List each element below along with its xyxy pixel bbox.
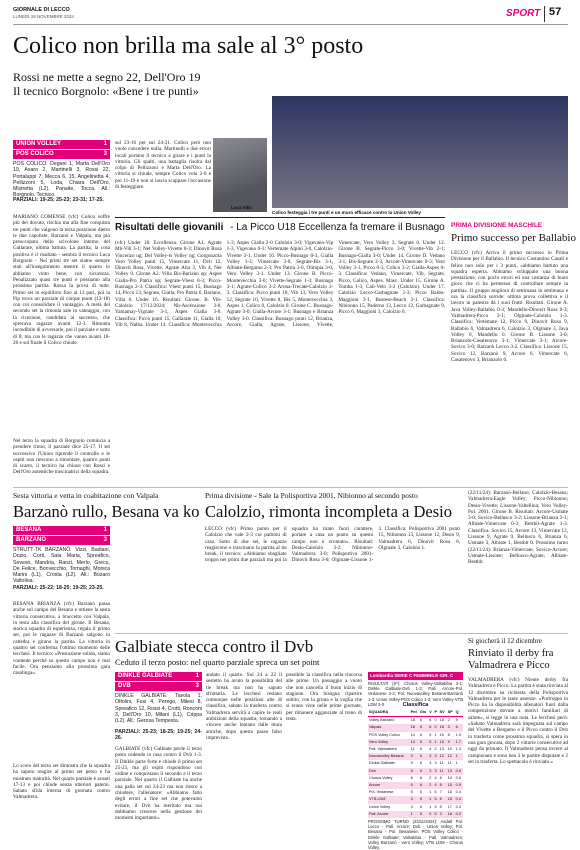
standings-cell: 6 — [419, 782, 428, 789]
standings-cell: 6 — [429, 718, 432, 723]
standings-col-header: SP — [447, 709, 455, 717]
a2-body: (vfc) Under 18. Eccellenza. Girone A1. Agrate Mb-Vib 3-1; Net Volley-Vivette 0-3; Dinovit Rosa Vincenzo ug; Del Volley-ts Volley ug; Gorgonzola Vero Volley punti 15, Vimercate 11, Dvb 12, Dinovit Rosa, Vivette, Agrate Alta 3, Vib 4, Net Volley 0. Girone A2. Villa Bis-Bariano op; Aspes Gialla-Pro Patria op; Segrate-Vbest 0-3; Picco-Busnago 2-3. Classifica: Vbest punti 15, Busnago 14, Picco 13, Segrate, Gialla, Pro Patria 6, Bariano, Villa 0. Under 16. Risultati: Girone. B. Vib-Calolzio 17/12/2024; Nb-Ascensione 3-0, Yamamay-Vignate 3-1, Aspes Gialla 3-0. Classifica: Picco punti 15, Gallarate 11, Gialla 10, Vib 8, Nalba. Under 14. Classifica: Montevecchia 1-3; Aspes Gialla 2-0 Calolzio 3-0; Vigevano-Vip 1-3, Vigevano 0-3; Vertemate Alpini 3-0, Calolzio-Vivette 3-1. Under 16. Picco-Busnago 0-3, Gialla Volley 1-3; Vimercate 3-0, Segrate-Bis 3-1, Albiate-Bergamo 2-3; Pro Patria 3-0, Olimpia 3-0, Vero Volley 3-1. Under 13. Girone B. Picco-Montevecchia 3-0; Vivette-Segrate 1-3; Busnago 3-1; Agrate-Colico 3-2 Arona-Trecate-Calolzio 2-3. Classifica: Picco punti 18, Vib 13, Vero Volley 12, Segrate 10, Vivette 8, Bis 5, Montevecchia 3, Aspes 1, Colico 0, Calolzio 0. Girone C. Busnago-Agrate 3-0; Gialla-Arcore 3-1; Busnago e Brianza Volley 3-0. Classifica: Busnago punti 12, Brianza, Arcore, Gialla, Agrate, Lissone, Vivette, Vimercate, Vero Volley 3, Segrate 0. Under 12. Girone B. Segrate-Picco 3-0; Vivette-Vib 2-1; Busnago-Gialla 3-0; Under 14. Girone D. Vedano 3-1; Bis-Segrate 2-3, Arcore-Vimercate 0-3; Vero Volley 3-1, Picco 0-3, Colico 3-2; Gialla-Aspes 0-3. Classifica: Vedano, Vimercate, Vib, Segrate, Picco, Colico, Aspes. Masc. Under 15. Girone A. Tomba 1-3, Cali-Velo 3-2 (Calolzio). Under 17. Calolzio Lecco-Garbagnate 1-3; Picco Baldo-Maggioni 3-1, Bustese-Beach 3-1. Classifica: Nibionno 15, Paderno 13, Lecco 12, Garbagnate 9, Picco 6, Maggioni 3, Calolzio 0. — [115, 240, 445, 328]
standings-team: Pall. Arcore — [368, 811, 410, 818]
standings-cell: 3 — [439, 811, 447, 818]
a7-partials: PARZIALI: 25-23; 18-25; 19-25; 24-26. — [115, 729, 202, 742]
standings-cell: 8 — [439, 782, 447, 789]
standings-cell: 6 — [419, 739, 428, 746]
team-photo-caption: Colico festeggia i tre punti e un muro efficace contro la Union Volley — [272, 210, 421, 215]
standings-cell: 6 — [410, 775, 413, 780]
standings-row — [368, 753, 463, 760]
a3-kicker: PRIMA DIVISIONE MASCHILE — [451, 222, 543, 229]
standings-cell: 15 — [447, 796, 455, 803]
a7-title: Galbiate stecca contro il Dvb — [115, 637, 314, 656]
standings-row — [368, 746, 463, 753]
standings-cell: 3 — [410, 804, 413, 809]
a7-scorebox — [115, 672, 202, 742]
standings-cell: 12 — [447, 753, 455, 760]
standings-row — [368, 760, 463, 767]
standings-row — [368, 768, 463, 775]
standings-cell: 14 — [410, 739, 419, 746]
standings-col-header: Gio — [419, 709, 428, 717]
page-number: 57 — [549, 6, 562, 18]
standings-cell: 18 — [410, 724, 419, 731]
standings-cell: 2 — [447, 718, 450, 723]
coach-photo — [213, 138, 267, 212]
a4-team-home: BESANA 1 — [13, 526, 110, 535]
standings-cell: 0 — [433, 724, 438, 731]
standings-cell: 5 — [410, 782, 419, 789]
standings-row — [368, 724, 463, 731]
standings-cell: 5 — [439, 804, 442, 809]
standings-cell: 9 — [410, 761, 413, 766]
standings-cell: 1 — [434, 732, 437, 737]
a1-team-home: UNION VOLLEY 1 — [13, 140, 110, 149]
a2-title — [115, 221, 445, 234]
standings-cell: 6 — [419, 796, 428, 803]
standings-cell: 7 — [439, 790, 442, 795]
standings-cell: 9 — [410, 753, 419, 760]
standings-cell: 0.5 — [455, 782, 463, 789]
standings-cell: 0.2 — [455, 811, 463, 818]
a4-body: BESANA BRIANZA (vfc) Barzanò passa anche sul campo del Besana e ottiene la sesta vittoria consecutiva, a braccetto con Valpala, in testa alla classifica del girone. Il Besana, storica squadra di esperienza, regala il primo set, poi le ragazze di Barzanò salgono in cattedra e girano la partita. La vittoria in quattro set conferma l'ottimo momento delle lecchesi. Il tecnico: «Prestazione solida, siamo contente perchè su questo campo non è mai facile. Ora pensiamo alla prossima gara casalinga». — [13, 601, 110, 677]
standings-cell: 3 — [447, 724, 455, 731]
standings-results: RISULTATI (8^): Chorus Volley-Valsabbia 3-1; Dinkle Galbiate-Dvb 1-3; Pall. Arcore-Pol. Vedanese 3-2; Pol. Nuovavolley Besana-Barzanò 1-3; Union Volley-POS Colico 1-3; Vero Volley-VTB LDM 3-0. — [368, 681, 463, 707]
standings-cell: 3 — [433, 753, 438, 760]
standings-cell: 14 — [410, 732, 415, 737]
standings-team: Nuovavolley Besana — [368, 753, 410, 760]
standings-cell: 16 — [447, 790, 452, 795]
a2-rule — [115, 217, 445, 218]
standings-cell: 18 — [439, 718, 444, 723]
a4-body-2: Lo score del terzo set dimostra che la squadra ha saputo reagire al primo set perso e ha mostrato maturità. Nel quarto parziale è avanti 17-13 e poi chiude senza ulteriori patemi. Sabato sfida interna di giornata contro Valmadrera. — [13, 763, 110, 801]
a3-title: Primo successo per Ballabio — [451, 232, 576, 244]
team-photo — [272, 96, 568, 208]
a8-body: VALMADRERA (vfc) Niente derby fra Valmadrera e Picco. La partita è stata rinviata al 12 dicembre su richiesta della Polisportiva Valmadrera per le tante assenze. «Purtroppo in Picco ha la disponibilità allenatori fuori dalla competizione dovute a motivi familiari di salute», si legge in una nota. Le lecchesi però: «Sabato Valmadrera sarà impegnata sul campo del Vivette a Bergamo e il Picco contro il Dvb in trasferta come prossima squadra, si spera in una gara giocata, dopo 2 vittorie consecutive ad oggi da primato. Il Valmadrera pensa invece al campionato e sono ben 3 le partite disputate e 2 set in trasferta. Lo spettacolo è rinviato.» — [468, 677, 568, 765]
a1-title: Colico non brilla ma sale al 3° posto — [13, 33, 364, 59]
a7-subtitle: Ceduto il terzo posto: nel quarto parziale spreca un set point — [115, 657, 320, 667]
a4-partials: PARZIALI: 25-22; 18-25; 19-25; 23-25. — [13, 585, 104, 591]
standings-cell: 6 — [419, 753, 428, 760]
a5-kicker: Prima divisione - Sale la Polisportiva 2001, Nibionno al secondo posto — [205, 491, 418, 500]
standings-cell: 11 — [447, 761, 452, 766]
standings-row — [368, 732, 463, 739]
a5-title: Calolzio, rimonta incompleta a Desio — [205, 502, 452, 521]
standings-cell: 6 — [419, 732, 422, 737]
a2-headline: Risultati delle giovanili — [115, 222, 224, 233]
standings-cell: 6 — [419, 790, 422, 795]
standings-cell: 0 — [434, 718, 437, 723]
standings-cell: 1 — [429, 804, 432, 809]
standings-cell: 5 — [428, 739, 433, 746]
standings-head: Lombardia SERIE C FEMMINILE GIR. C — [368, 672, 463, 680]
a4-title: Barzanò rullo, Besana va ko — [13, 502, 200, 521]
standings-cell: 5 — [410, 790, 413, 795]
standings-cell: 0.6 — [455, 775, 461, 780]
a7-body: GALBIATE (vfc) Galbiate perde il terzo posto cedendo in casa contro il Dvb 1-3. Il Dinkle parte forte e chiude il primo set 25-23, ma gli ospiti rispondono con ordine e conquistano il secondo e il terzo parziale. Nel quarto il Galbiate ha anche una palla set sul 24-23 ma non riesce a chiudere, l'allenatore: «Abbiamo fatto degli errori a fine set che potevamo evitare, il Dvb ha meritato ma noi dobbiamo crescere nella gestione dei momenti importanti». — [115, 746, 202, 822]
standings-cell: 6 — [455, 724, 463, 731]
standings-cell: 1 — [455, 761, 458, 766]
a8-title: Rinviato il derby fra Valmadrera e Picco — [468, 648, 554, 671]
standings-cell: 3 — [428, 768, 433, 775]
standings-cell: 18 — [447, 811, 455, 818]
standings-team: VTB LDM — [368, 796, 410, 803]
a1-team-away: POS COLICO 3 — [13, 150, 110, 159]
standings-cell: 8 — [410, 768, 419, 775]
standings-team: Pall. Valmadrera — [369, 747, 397, 752]
a1-body-col1: MARIANO COMENSE (vfc) Colico soffre più del dovuto, rischia ma alla fine conquista tre punti che valgono la terza posizione dietro le due capoliste, Barzanò e Valpala, ma più preoccupata dello scivolone interno del Gallarate, ultima battuta. La partita, la cosa positiva è il risultato - sembra il tecnico Luca Borgnolo - Nei primi tre set siamo sempre stati all'inseguimento mentre il quarto lo abbiamo vinto bene, con sicurezza. Penalizzato quasi tre punti e possiamo alla prossima partita. Rossa la prova di tutte. Primo set in equilibrio fino al 13 pari, poi la Pip trova un parziale di cinque punti (13-18) con cui consolidare il vantaggio. A metà del secondo set la rimonta sale in vantaggio, con la ricezione, candidata al successo, che sprecava ragazze avanti 12-3. Rimonta incredibile di avversarie, poi il parziale e sotto di 8, ma con le ragazze che vanno avanti 18-20 e sul finale il Colico chiude. — [13, 214, 110, 346]
standings-col-header: SQUADRA — [368, 709, 410, 717]
standings-row — [368, 811, 463, 818]
standings-team: Dvb — [368, 768, 410, 775]
standings-col-header: P — [433, 709, 438, 717]
standings-cell: 3 — [428, 753, 433, 760]
standings-box — [368, 672, 463, 850]
standings-cell: 1.7 — [455, 739, 463, 746]
a2-kicker: - La Picco U18 Eccellenza fa tremare il Busnago — [230, 222, 445, 233]
standings-cell: 6 — [419, 724, 428, 731]
a1-body-col2: sul 23-16 per sul 24-21. Colico però non vuole concedere nulla. Martinelli e due errori locali portano il tecnico a girare e i punti la vittoria. Gli spalti, una battaglia risolta dal colpo di Pellizzoni e Marta Dell'Oro. La vittoria si chiude, sempre Colico vola 2-8 e poi 11-19 e non si lascia scappare l'occasione di festeggiare. — [115, 140, 211, 191]
standings-cell: 3 — [429, 761, 432, 766]
standings-cell: 15 — [447, 782, 455, 789]
standings-team: Vero Volley — [368, 739, 410, 746]
standings-col-header: Pnt — [410, 709, 419, 717]
standings-cell: 6 — [419, 768, 428, 775]
standings-cell: 0.4 — [455, 790, 461, 795]
standings-row — [368, 782, 463, 789]
standings-cell: 6 — [419, 747, 422, 752]
standings-row — [368, 789, 463, 796]
standings-next: PROSSIMO TURNO (23/11/2024): Asdatl Pol. Lecco - Pall. Arcore; Dvb - Union Volley; Pol. Besana - Pol. Besanese; POS Volley Colico - Dinkle Galbiate; Valsabbia - Pall. Valmadrera; Volley Barzanò - Vero Volley; VTB LDM - Chorus Volley. — [368, 819, 463, 850]
standings-cell: 9 — [447, 739, 455, 746]
standings-col-header: V — [428, 709, 433, 717]
standings-cell: 11 — [439, 768, 447, 775]
standings-cell: 6 — [419, 804, 422, 809]
standings-cell: 4 — [434, 775, 437, 780]
standings-cell: 0.8 — [455, 768, 463, 775]
a4-kicker: Sesta vittoria e vetta in coabitazione con Valpala — [13, 491, 159, 500]
a1-partials: PARZIALI: 19-25; 25-23; 23-31; 17-25. — [13, 197, 104, 203]
standings-cell: 17 — [447, 804, 452, 809]
a7-body-2: andato il quarto. Sul 24 a 22 il sestetto ha avuto la possibilità del tie break ma non ha saputo sfruttarla. Le lecchesi restano comunque nelle posizioni alte di classifica, sabato la trasferta contro Valmadrera servirà a capire le reali ambizioni della squadra, tornando a vincere anche lontano dalle mura amiche, dopo questo passo falso imprevisto. — [206, 672, 282, 741]
a7-team-home: DINKLE GALBIATE 1 — [115, 672, 202, 681]
standings-cell: 8 — [439, 775, 442, 780]
a8-kicker: Si giocherà il 12 dicembre — [468, 637, 542, 645]
mid-rule-1 — [13, 487, 568, 488]
a7-lineup: DINKLE GALBIATE: Tavola 1, Ottolini, Fusi 4, Perego, Milesi 8, Spreafico 12, Rossi 4, Crotti, Ronconi 3, Dell'Oro 10, Milani (L1), Crippa (L2). All.: Gerosa Tempesta. — [115, 693, 202, 725]
standings-row — [368, 804, 463, 811]
coach-caption: Luca Villa — [231, 205, 252, 210]
header-rule — [13, 24, 568, 25]
standings-cell: 2 — [428, 782, 433, 789]
a4-team-away: BARZANÒ 3 — [13, 536, 110, 545]
standings-cell: 6 — [419, 718, 422, 723]
standings-cell: 3 — [434, 761, 437, 766]
standings-cell: 6 — [419, 811, 428, 818]
standings-cell: 1 — [410, 811, 419, 818]
a3-body: LECCO (vfc) Arriva il primo successo in Prima Divisione per il Ballabio. Il tecnico Costantino Casali e felice non solo per i 3 punti, «abbiamo battuto una squadra esperta. Abbiamo sviluppato una buona prestazione, con pochi errori ed una costanza di buon gioco che ci ha permesso di controllare sempre la partita». Il gruppo migliora di settimana in settimana e ora la classifica sorride: ottima prova collettiva e il lavoro in palestra dà i suoi frutti. Risultati. Girone A. Java Volley-Ballabio 0-3; Mandello-Dinovit Rosa 0-3; Valmadrera-Picco 3-1; Olginate-Calolzio 1-3. Classifica: Vertemate 12, Picco 9, Dinovit Rosa 9, Ballabio 6, Valmadrera 6, Calolzio 3, Olginate 3, Java Volley 0, Mandello 0. Girone B. Lissone 3-0; Brianzolo-Casatenovo 3-1; Vimercate 3-1; Arcore-Sovico 3-0; Barzanò Lecco 3-2. Classifica: Lissone 15, Sovico 12, Barzanò 9, Arcore 6, Vimercate 6, Casatenovo 3, Brianzolo 0. — [451, 250, 568, 364]
standings-col-header: SV — [439, 709, 447, 717]
standings-cell: 5 — [434, 790, 437, 795]
standings-cell: 14 — [447, 775, 452, 780]
standings-cell: 6 — [419, 761, 422, 766]
standings-cell: 15 — [439, 739, 447, 746]
standings-cell: 6 — [439, 796, 447, 803]
standings-cell: 0 — [428, 811, 433, 818]
standings-row — [368, 739, 463, 746]
standings-cell: 11 — [439, 761, 444, 766]
standings-cell: 12 — [439, 753, 447, 760]
standings-cell: 1.9 — [455, 732, 461, 737]
standings-cell: 13 — [439, 747, 444, 752]
a1-subtitle-1: Rossi ne mette a segno 22, Dell'Oro 19 — [13, 70, 201, 84]
standings-team: Valpala — [368, 724, 410, 731]
standings-team: Arcore — [368, 782, 410, 789]
standings-team: Chorus Volley — [369, 775, 393, 780]
masthead-date: LUNEDÌ 18 NOVEMBRE 2024 — [13, 14, 75, 19]
standings-cell: 1.3 — [455, 747, 461, 752]
standings-cell: 5 — [434, 804, 437, 809]
standings-cell: 3 — [433, 768, 438, 775]
standings-row — [368, 796, 463, 803]
standings-cell: 4 — [429, 747, 432, 752]
standings-cell: 10 — [447, 747, 452, 752]
standings-cell: 6 — [433, 811, 438, 818]
standings-cell: 18 — [439, 724, 447, 731]
standings-row — [368, 717, 463, 725]
standings-col-header: Q — [455, 709, 463, 717]
a5-body: LECCO (vfc) Primo punto per il Calolzio che vale 2-3 coi padroni di casa. Sotto di due set, le ragazze reagiscono e trascinano la partita al tie break, il tecnico: «Abbiamo sbagliato troppo nei primi due parziali ma poi la squadra ha tirato fuori carattere, portare a casa un punto su questo campo non è scontato». Risultati: Desio-Calolzio 3-2; Nibionno-Valmadrera 3-0; Polisportiva 2001-Dinovit Rosa 3-0; Olginate-Lissone 1-3. Classifica: Polisportiva 2001 punti 15, Nibionno 13, Lissone 12, Desio 9, Valmadrera 6, Dinovit Rosa 6, Olginate 3, Calolzio 1. — [205, 526, 460, 564]
standings-team: Pol. Vedanese — [369, 790, 394, 795]
standings-cell: 8 — [447, 732, 450, 737]
standings-cell: 4 — [433, 782, 438, 789]
standings-team: Union Volley — [369, 804, 391, 809]
mid-rule-2 — [115, 633, 568, 634]
a1-lineup: POS COLICO: Degani 1, Marta Dell'Oro 19, Asaro 2, Martinelli 3, Rossi 22, Portaluppi 7, Mecca 6, 15, Angelinetta 4, Pellizzoni 5, Loda, Chiara Dell'Oro, Mistretta (L2). Panaite, Tocca. All.: Borgnolo. Tecnico. — [13, 161, 110, 199]
standings-cell: 5 — [429, 732, 432, 737]
header-divider — [544, 6, 545, 22]
standings-cell: 6 — [428, 724, 433, 731]
standings-cell: 5 — [433, 796, 438, 803]
standings-title: Classifica — [402, 702, 429, 708]
standings-cell: 1 — [428, 796, 433, 803]
standings-cell: 1 — [455, 753, 463, 760]
standings-cell: 13 — [447, 768, 455, 775]
a1-body-col1b: Nel terzo la squadra di Borgnolo comincia a prendere ritmo, il parziale dice 25-17. Il set successivo l'Union riprende il controllo e le ospiti non riescono a rimontare, quattro punti di scarto, il tecnico ha chiuso con Rossi e Dell'Oro autentiche trascinatrici della squadra. — [13, 438, 110, 476]
standings-cell: 9 — [455, 718, 458, 723]
a7-team-away: DVB 3 — [115, 682, 202, 691]
standings-cell: 0.3 — [455, 804, 461, 809]
a6-body: (22/11/24): Barzanò-Bellano; Calolzio-Besana; Valmadrera-Eagle Volley; Picco-Nibionno; Desio-Vivette; Lissone-Valtellina; Vero Volley-Pol. 2001. Girone B. Risultati: Arcore-Usmate 3-0; Sovico-Bellusco 3-2; Lissone-Brianza 3-1; Albiate-Vimercate 0-3; Bestbit-Agrate 1-3. Classifica: Sovico 15, Arcore 13, Vimercate 12, Lissone 9, Agrate 9, Bellusco 6, Brianza 6, Usmate 3, Albiate 1, Bestbit 0. Prossimo turno (22/11/24): Brianza-Vimercate; Sovico-Arcore; Usmate-Lissone; Bellusco-Agrate; Albiate-Bestbit. — [468, 490, 568, 566]
standings-cell: 0.4 — [455, 796, 463, 803]
standings-cell: 3 — [410, 796, 419, 803]
a7-body-3: possibile la classifica nella rincorsa alle prime. Un passaggio a vuoto che non cancella il buon inizio di stagione. Ora bisogna ripartire subito, con la grinta e la voglia che si erano viste nelle prime giornate, per rimanere agganciate al treno di testa. — [286, 672, 362, 723]
standings-row — [368, 775, 463, 782]
a1-scorebox — [13, 140, 110, 210]
standings-team: POS Volley Colico — [369, 732, 400, 737]
standings-cell: 11 — [410, 747, 415, 752]
standings-cell: 1 — [429, 790, 432, 795]
a1-subtitle-2: Il tecnico Borgnolo: «Bene i tre punti» — [13, 84, 199, 98]
a4-scorebox — [13, 526, 110, 596]
masthead-paper: GIORNALE DI LECCO — [13, 7, 70, 13]
standings-cell: 1 — [433, 739, 438, 746]
section-label: SPORT — [506, 8, 541, 19]
standings-team: Volley Barzanò — [369, 718, 395, 723]
standings-cell: 15 — [439, 732, 444, 737]
standings-table — [368, 709, 463, 818]
standings-cell: 6 — [419, 775, 422, 780]
standings-cell: 2 — [434, 747, 437, 752]
a4-lineup: STRUTT-TK BARZANÒ: Vizzi, Badiani, Dozio, Corti, Sala Maria, Spreafico, Seveso, Mandria, Ranzi, Merlo, Grecu, De Felice, Bonvecchio, Tornaghi, Monica Marini (L1), Crosta (L2). All.: Bozaro Valtolina. — [13, 547, 110, 585]
standings-team: Dinkle Galbiate — [369, 761, 395, 766]
standings-cell: 18 — [410, 718, 415, 723]
standings-cell: 2 — [429, 775, 432, 780]
